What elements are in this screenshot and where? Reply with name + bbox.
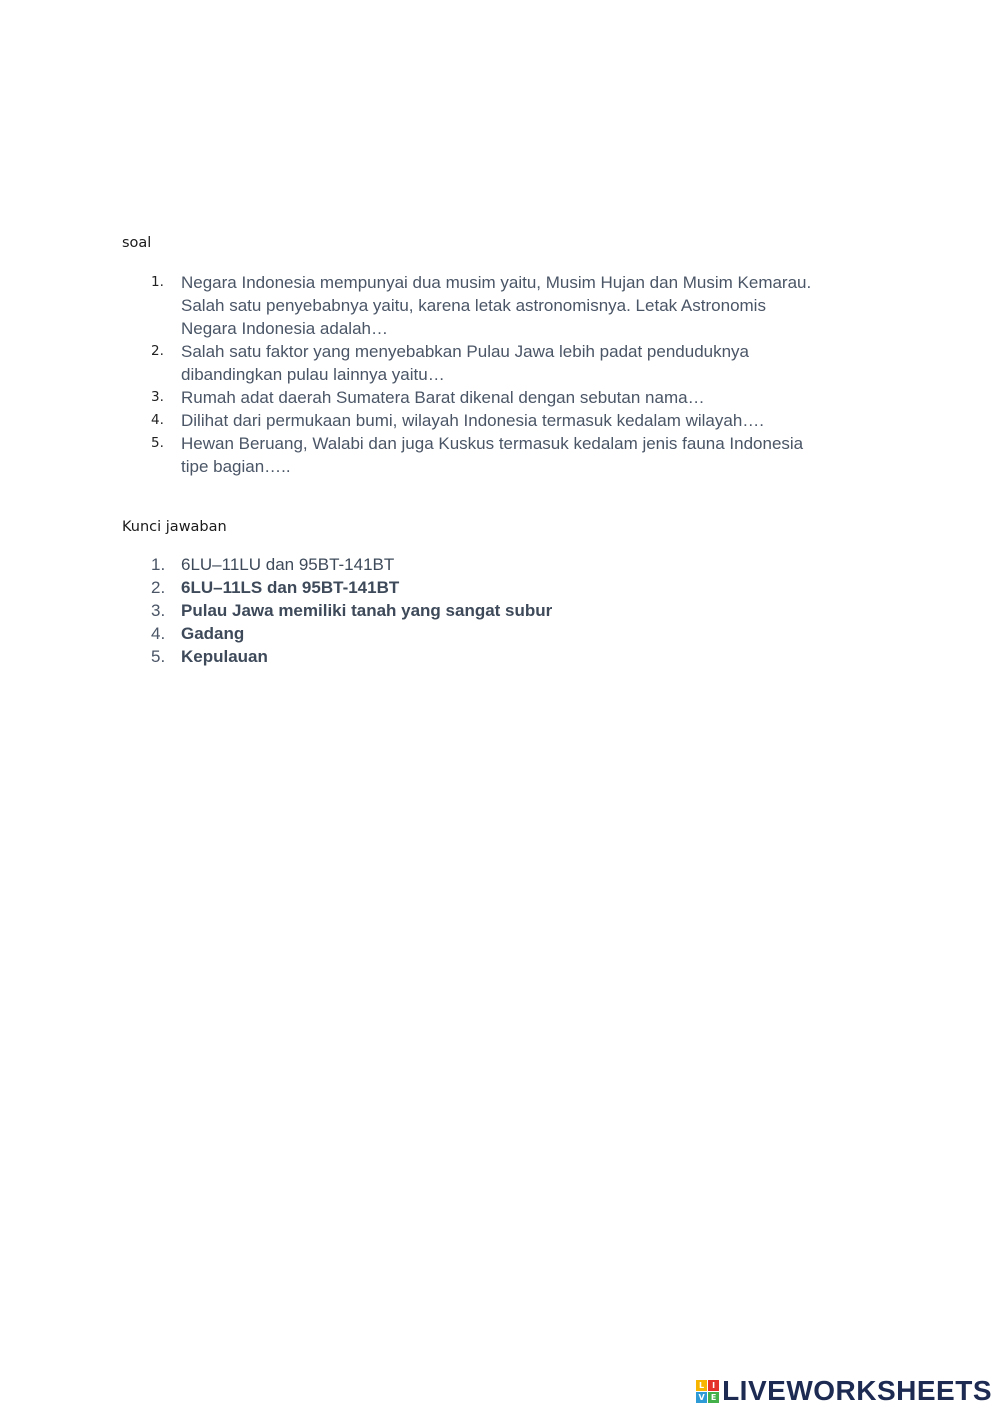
answer-key-heading: Kunci jawaban	[122, 519, 227, 535]
answer-number: 3.	[151, 601, 166, 620]
answer-text: Kepulauan	[181, 647, 268, 666]
answer-number: 5.	[151, 647, 166, 666]
logo-letter-v: V	[696, 1392, 707, 1403]
answer-text: Gadang	[181, 624, 245, 643]
questions-list	[0, 271, 871, 478]
answer-number: 4.	[151, 624, 166, 643]
liveworksheets-wordmark: LIVEWORKSHEETS	[722, 1375, 992, 1406]
liveworksheets-branding	[696, 1375, 992, 1407]
question-number: 4.	[151, 412, 164, 428]
answer-item	[0, 576, 871, 599]
question-item	[0, 409, 871, 432]
answer-text: 6LU–11LS dan 95BT-141BT	[181, 578, 400, 597]
question-text-line: Dilihat dari permukaan bumi, wilayah Indonesia termasuk kedalam wilayah….	[181, 411, 764, 430]
answer-number: 1.	[151, 555, 166, 574]
question-item	[0, 271, 871, 340]
answer-key-list	[0, 553, 871, 668]
question-number: 5.	[151, 435, 164, 451]
question-text-line: Rumah adat daerah Sumatera Barat dikenal dengan sebutan nama…	[181, 388, 705, 407]
logo-letter-l: L	[696, 1380, 707, 1391]
answer-text: 6LU–11LU dan 95BT-141BT	[181, 555, 395, 574]
question-text-line: Negara Indonesia mempunyai dua musim yaitu, Musim Hujan dan Musim Kemarau.	[181, 273, 812, 292]
answer-number: 2.	[151, 578, 166, 597]
question-text-line: Salah satu penyebabnya yaitu, karena letak astronomisnya. Letak Astronomis	[181, 296, 766, 315]
answer-item	[0, 553, 871, 576]
question-number: 1.	[151, 274, 164, 290]
answer-text: Pulau Jawa memiliki tanah yang sangat subur	[181, 601, 553, 620]
question-number: 2.	[151, 343, 164, 359]
question-number: 3.	[151, 389, 164, 405]
liveworksheets-logo-icon	[696, 1380, 719, 1403]
logo-letter-e: E	[708, 1392, 719, 1403]
answer-item	[0, 622, 871, 645]
answer-item	[0, 645, 871, 668]
question-text-line: Hewan Beruang, Walabi dan juga Kuskus termasuk kedalam jenis fauna Indonesia	[181, 434, 804, 453]
answer-item	[0, 599, 871, 622]
questions-heading: soal	[122, 235, 152, 251]
question-item	[0, 340, 871, 386]
question-item	[0, 386, 871, 409]
question-text-line: Negara Indonesia adalah…	[181, 319, 388, 338]
logo-letter-i: I	[708, 1380, 719, 1391]
question-text-line: Salah satu faktor yang menyebabkan Pulau Jawa lebih padat penduduknya	[181, 342, 750, 361]
question-text-line: tipe bagian…..	[181, 457, 291, 476]
question-text-line: dibandingkan pulau lainnya yaitu…	[181, 365, 445, 384]
question-item	[0, 432, 871, 478]
